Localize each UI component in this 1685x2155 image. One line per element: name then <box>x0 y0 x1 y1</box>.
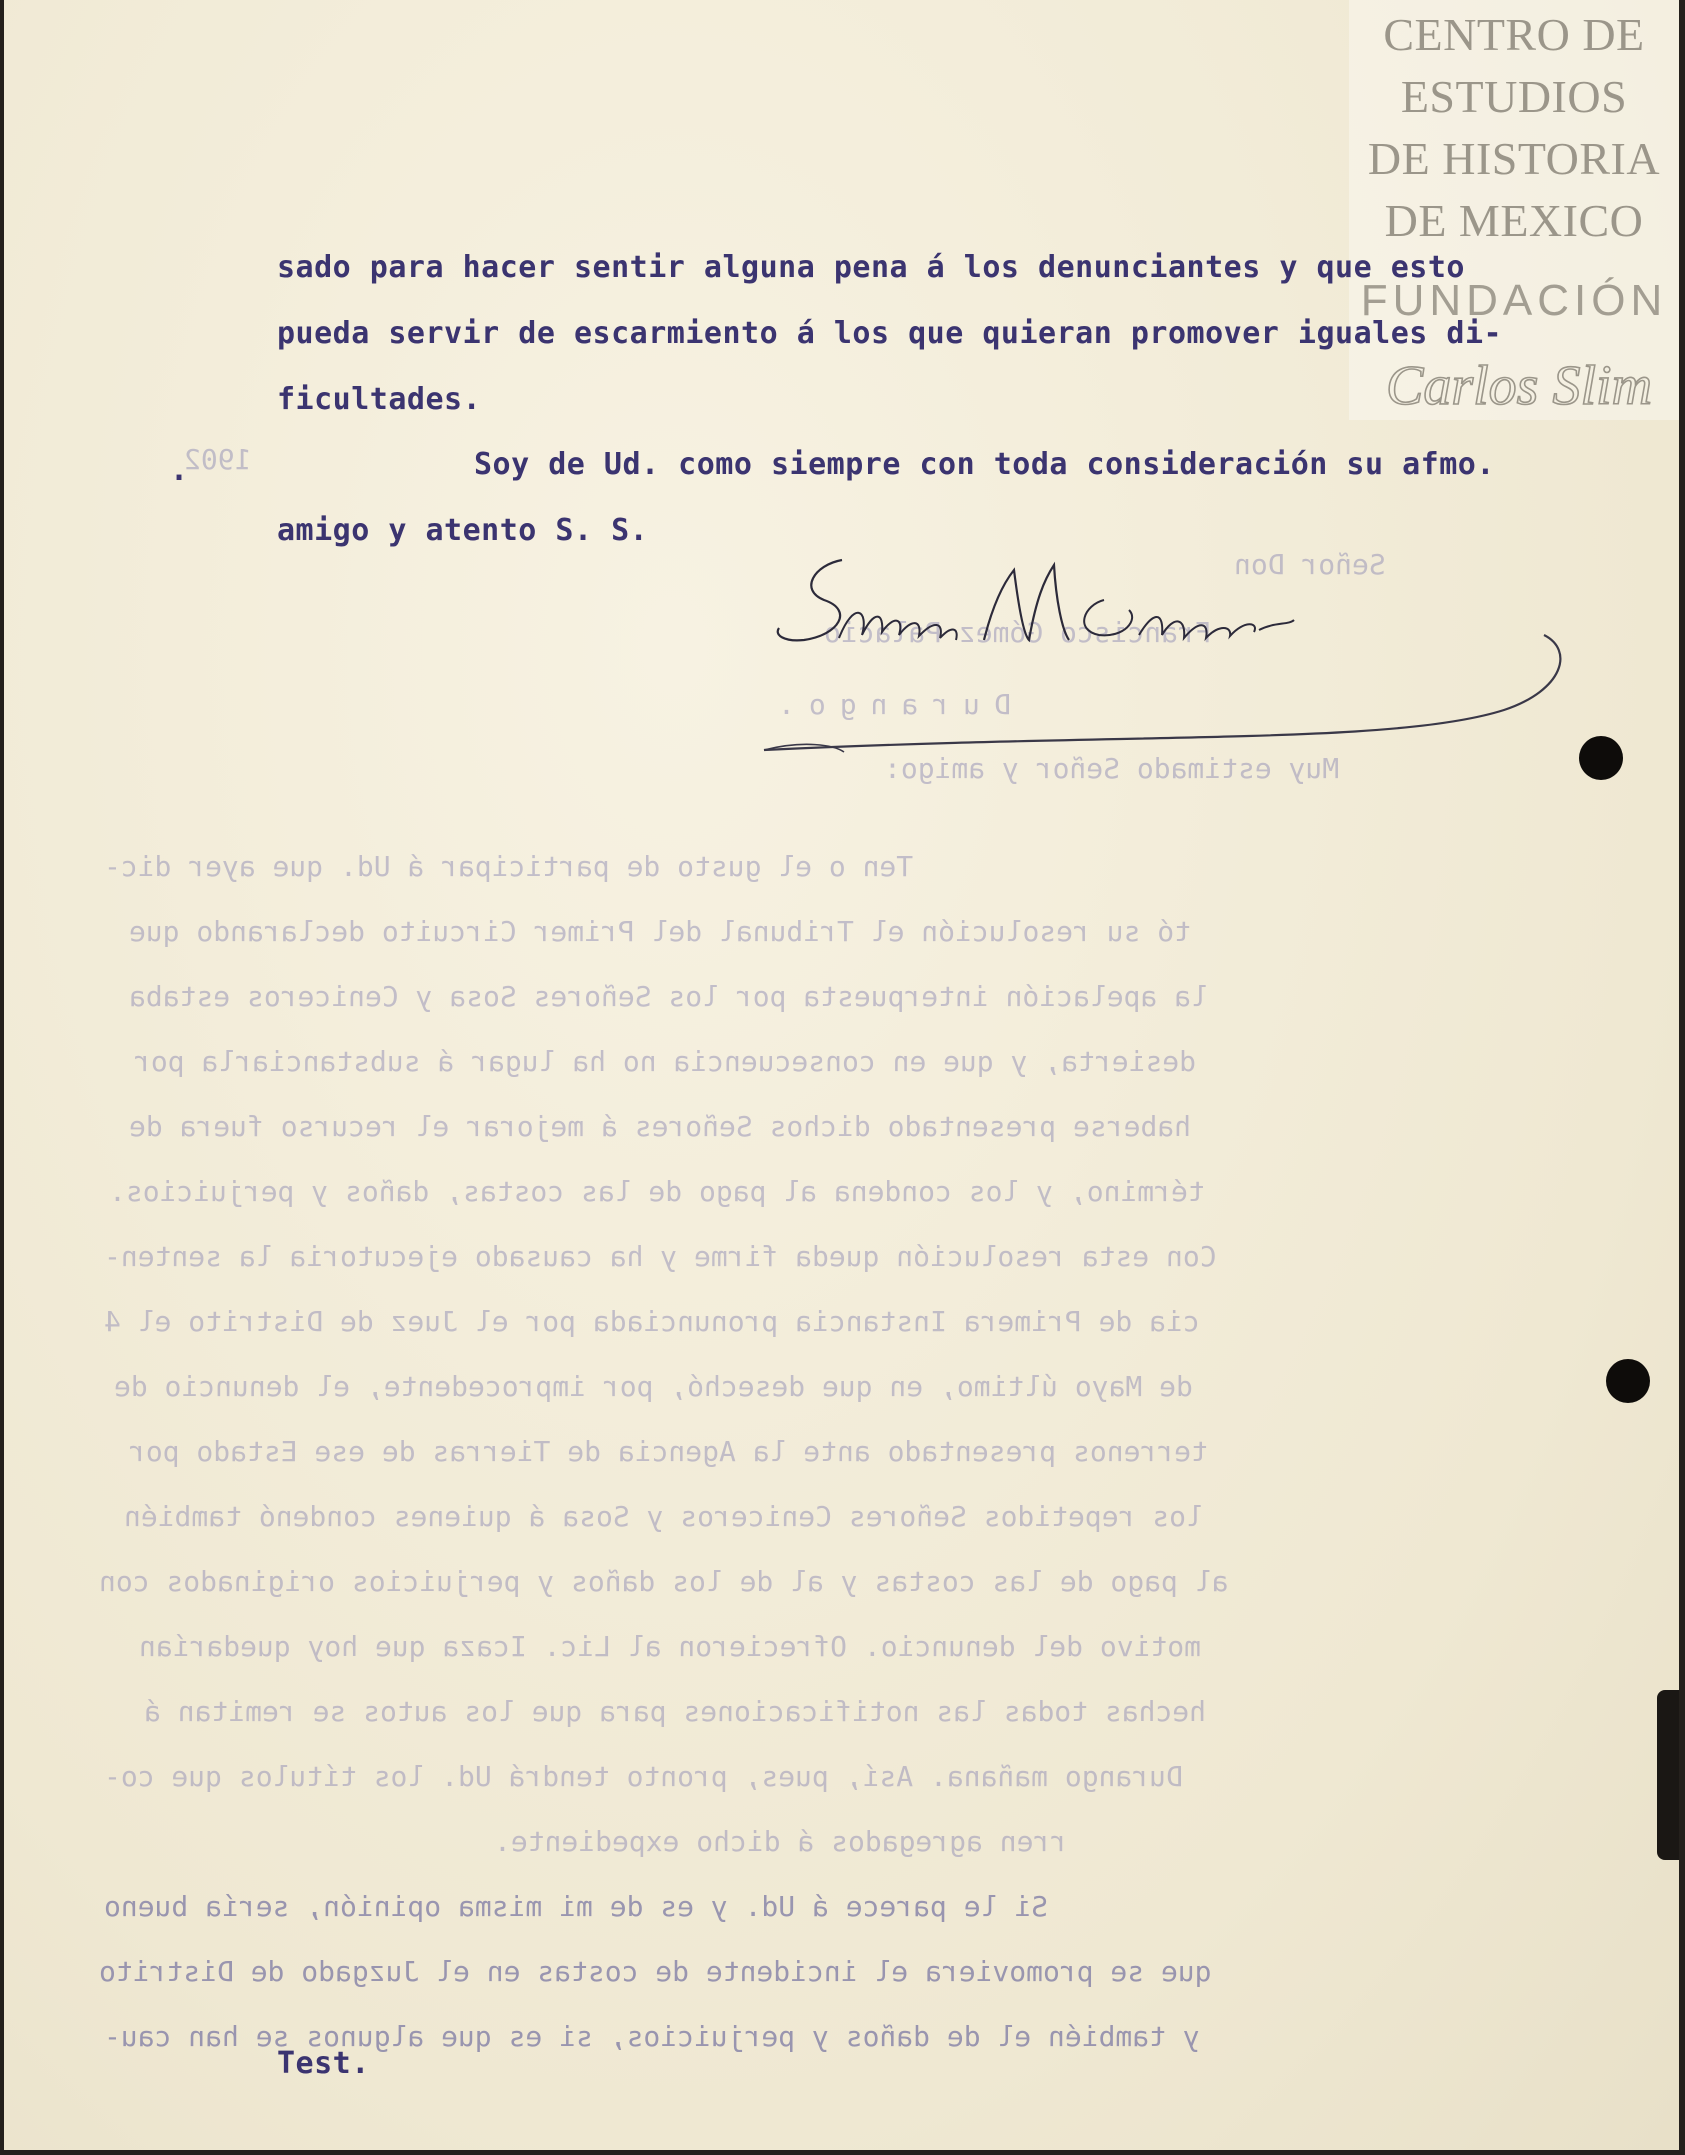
bleed-line: Con esta resolución queda firme y ha causado ejecutoria la senten- <box>104 1240 1217 1273</box>
watermark-line: CENTRO DE <box>1383 9 1645 60</box>
bleed-line: y también el de daños y perjuicios, si es que algunos se han cau- <box>104 2020 1200 2053</box>
closing-line-2: amigo y atento S. S. <box>277 513 649 548</box>
bleed-line: los repetidos Señores Ceniceros y Sosa á quienes condenó también <box>124 1500 1203 1533</box>
bleed-line: cia de Primera Instancia pronunciada por el Juez de Distrito el 4 <box>104 1305 1200 1338</box>
watermark-signature-logo <box>1369 352 1669 420</box>
archive-watermark <box>1349 0 1679 420</box>
bleed-line: tó su resolución el Tribunal del Primer Circuito declarando que <box>129 915 1192 948</box>
body-line-3: ficultades. <box>277 382 482 417</box>
bleed-line: Durango mañana. Así, pues, pronto tendrá Ud. los títulos que co- <box>104 1760 1183 1793</box>
punch-hole <box>1606 1359 1650 1403</box>
bleed-line: al pago de las costas y al de los daños y perjuicios originados con <box>99 1565 1229 1598</box>
bleed-line: motivo del denuncio. Ofrecieron al Lic. Icaza que hoy quedarían <box>139 1630 1202 1663</box>
bleed-line: la apelación interpuesta por los Señores Sosa y Ceniceros estaba <box>129 980 1208 1013</box>
watermark-foundation: FUNDACIÓN <box>1360 276 1668 325</box>
bleed-header: Señor Don <box>1234 548 1386 581</box>
bleed-date: 1902 <box>184 443 252 476</box>
bleed-line: de Mayo último, en que desechó, por improcedente, el denuncio de <box>114 1370 1193 1403</box>
bleed-line: Si le parece á Ud. y es de mi misma opinión, sería bueno <box>104 1890 1049 1923</box>
punch-hole <box>1579 736 1623 780</box>
watermark-line: DE MEXICO <box>1384 195 1644 246</box>
bleed-line: Ten o el gusto de participar á Ud. que ayer dic- <box>104 850 914 883</box>
bleed-line: que se promoviera el incidente de costas en el Juzgado de Distrito <box>99 1955 1212 1988</box>
bleed-line: rren agregados á dicho expediente. <box>494 1825 1068 1858</box>
handwritten-signature <box>744 540 1594 770</box>
closing-line-1: Soy de Ud. como siempre con toda consideración su afmo. <box>474 447 1495 482</box>
svg-text:Carlos Slim: Carlos Slim <box>1385 355 1653 417</box>
binder-clip-edge <box>1657 1690 1679 1860</box>
bleed-line: desierta, y que en consecuencia no ha lugar á substanciarla por <box>134 1045 1197 1078</box>
bleed-addressee: Francisco Gómez Palacio <box>824 616 1212 649</box>
watermark-line: DE HISTORIA <box>1367 133 1661 184</box>
bleed-line: terrenos presentado ante la Agencia de Tierras de ese Estado por <box>129 1435 1208 1468</box>
period-mark: . <box>170 453 189 488</box>
bleed-city: Durango. <box>764 688 1011 721</box>
bleed-salutation: Muy estimado Señor y amigo: <box>884 752 1340 785</box>
bleed-line: término, y los condena al pago de las costas, daños y perjuicios. <box>109 1175 1205 1208</box>
postscript: Test. <box>277 2046 370 2081</box>
bleed-line: hechas todas las notificaciones para que los autos se remitan á <box>144 1695 1207 1728</box>
bleed-line: haberse presentado dichos Señores á mejorar el recurso fuera de <box>129 1110 1192 1143</box>
watermark-line: ESTUDIOS <box>1400 71 1628 122</box>
letter-page <box>4 0 1679 2150</box>
body-line-2: pueda servir de escarmiento á los que quieran promover iguales di- <box>277 316 1503 351</box>
body-line-1: sado para hacer sentir alguna pena á los denunciantes y que esto <box>277 250 1465 285</box>
